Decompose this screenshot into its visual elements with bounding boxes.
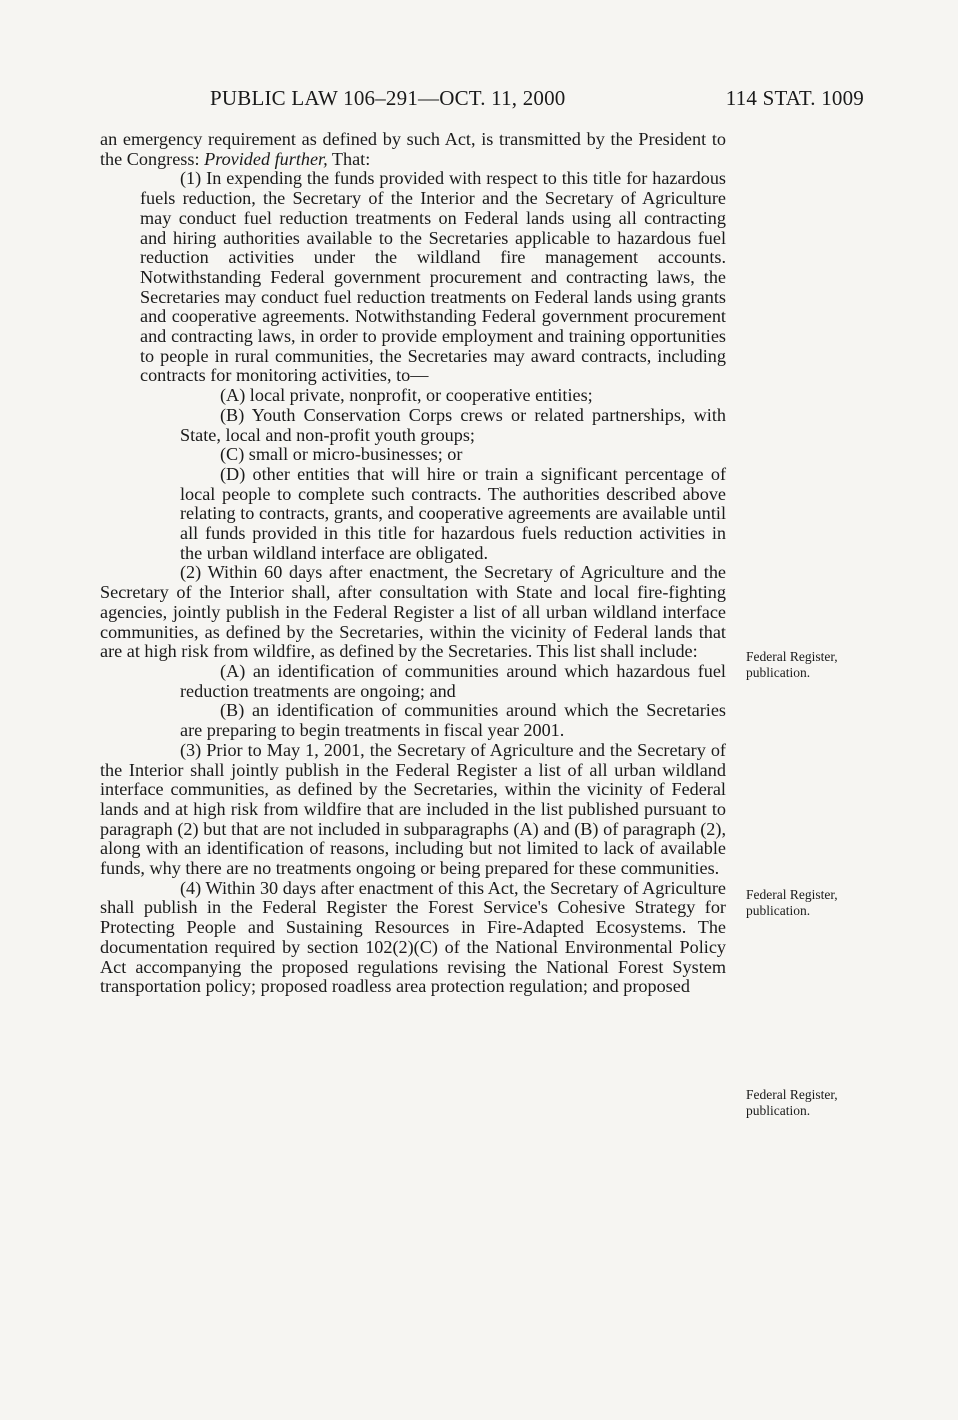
proviso-italic: Provided further, [204, 148, 328, 169]
paragraph-4: (4) Within 30 days after enactment of this Act, the Secretary of Agriculture shall publish in the Federal Register the Forest Service's Cohesive Strategy for Protecting People and Sustaining Resources in Fire-Adapted Ecosystems. The documentation required by section 102(2)(C) of the National Environmental Policy Act accompanying the proposed regulations revising the National Forest System transportation policy; proposed roadless area protection regulation; and proposed [100, 877, 726, 997]
paragraph-1D: (D) other entities that will hire or train a significant percentage of local people to complete such contracts. The authorities described above relating to contracts, grants, and cooperative agreements are available until all funds provided in this title for hazardous fuels reduction activities in the urban wildland interface are obligated. [180, 463, 726, 563]
paragraph-2: (2) Within 60 days after enactment, the Secretary of Agriculture and the Secretary of the Interior shall, after consultation with State and local fire-fighting agencies, jointly publish in the Federal Register a list of all urban wildland interface communities, as defined by the Secretaries, within the vicinity of Federal lands that are at high risk from wildfire, as defined by the Secretaries. This list shall include: [100, 562, 726, 662]
paragraph-1C: (C) small or micro-businesses; or [220, 444, 463, 465]
paragraph-1: (1) In expending the funds provided with respect to this title for hazardous fuels reduction, the Secretary of the Interior and the Secretary of Agriculture may conduct fuel reduction treatments on Federal lands using all contracting and hiring authorities available to the Secretaries applicable to hazardous fuel reduction activities under the wildland fire management accounts. Notwithstanding Federal government procurement and contracting laws, the Secretaries may conduct fuel reduction treatments on Federal lands using grants and cooperative agreements. Notwithstanding Federal government procurement and contracting laws, in order to provide employment and training opportunities to people in rural communities, the Secretaries may award contracts, including contracts for monitoring activities, to— [140, 168, 726, 386]
margin-note-1: Federal Register, publication. [746, 649, 838, 680]
margin-note-3: Federal Register, publication. [746, 1087, 838, 1118]
body-text [100, 130, 726, 997]
paragraph-1B: (B) Youth Conservation Corps crews or related partnerships, with State, local and non-profit youth groups; [180, 404, 726, 445]
intro-paragraph: an emergency requirement as defined by such Act, is transmitted by the President to the Congress: Provided further, That: [100, 129, 726, 169]
running-header-title: PUBLIC LAW 106–291—OCT. 11, 2000 [210, 86, 566, 110]
margin-note-2: Federal Register, publication. [746, 887, 838, 918]
paragraph-3: (3) Prior to May 1, 2001, the Secretary of Agriculture and the Secretary of the Interior shall jointly publish in the Federal Register a list of all urban wildland interface communities, as defined by the Secretaries, within the vicinity of Federal lands and at high risk from wildfire that are included in the list published pursuant to paragraph (2) but that are not included in subparagraphs (A) and (B) of paragraph (2), along with an identification of reasons, including but not limited to lack of available funds, why there are no treatments ongoing or being prepared for these communities. [100, 739, 726, 879]
paragraph-2A: (A) an identification of communities around which hazardous fuel reduction treatments are ongoing; and [180, 660, 726, 701]
paragraph-2B: (B) an identification of communities around which the Secretaries are preparing to begin treatments in fiscal year 2001. [180, 700, 726, 741]
running-header-page: 114 STAT. 1009 [725, 86, 864, 110]
paragraph-1A: (A) local private, nonprofit, or cooperative entities; [220, 385, 593, 406]
